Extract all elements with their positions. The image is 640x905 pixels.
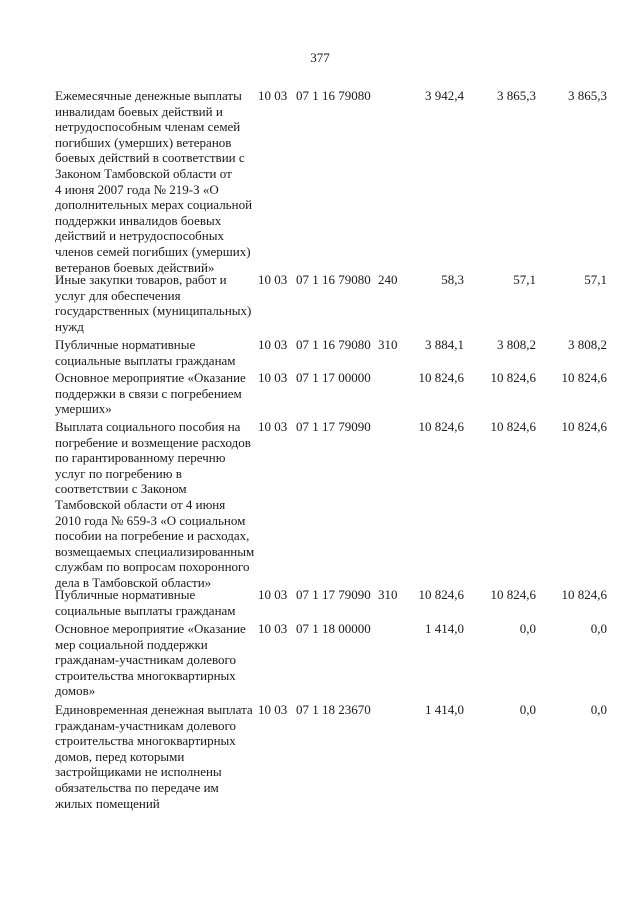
amount-year-3: 0,0	[590, 621, 607, 636]
section-code: 10 03	[258, 702, 288, 717]
target-article-code: 07 1 18 23670	[296, 702, 371, 717]
target-article-code: 07 1 17 00000	[296, 370, 371, 385]
target-article-code: 07 1 18 00000	[296, 621, 371, 636]
amount-year-2: 3 808,2	[497, 337, 536, 352]
amount-year-2: 10 824,6	[490, 419, 536, 434]
target-article-code: 07 1 17 79090	[296, 587, 371, 602]
amount-year-2: 0,0	[519, 702, 536, 717]
amount-year-2: 57,1	[513, 272, 536, 287]
expense-type-code: 310	[378, 587, 398, 602]
row-description: Иные закупки товаров, работ и услуг для обеспечения государственных (муниципальных) нужд	[55, 272, 252, 334]
amount-year-1: 10 824,6	[418, 587, 464, 602]
section-code: 10 03	[258, 337, 288, 352]
target-article-code: 07 1 16 79080	[296, 337, 371, 352]
row-description: Единовременная денежная выплата гражданам-участникам долевого строительства многоквартирных домов, перед которыми застройщиками не исполнены обязательства по передаче им жилых помещений	[55, 702, 253, 811]
amount-year-1: 58,3	[441, 272, 464, 287]
row-description: Ежемесячные денежные выплаты инвалидам боевых действий и нетрудоспособным членам семей погибших (умерших) ветеранов боевых действий в соответствии с Законом Тамбовской области от 4 июня 2007 года № 219-З «О дополнительных мерах социальной поддержки инвалидов боевых действий и нетрудоспособных членов семей погибших (умерших) ветеранов боевых действий»	[55, 88, 253, 275]
amount-year-3: 10 824,6	[561, 370, 607, 385]
amount-year-2: 0,0	[519, 621, 536, 636]
row-description: Публичные нормативные социальные выплаты гражданам	[55, 587, 236, 618]
amount-year-2: 10 824,6	[490, 587, 536, 602]
section-code: 10 03	[258, 621, 288, 636]
target-article-code: 07 1 16 79080	[296, 88, 371, 103]
amount-year-1: 10 824,6	[418, 370, 464, 385]
amount-year-3: 0,0	[590, 702, 607, 717]
row-description: Выплата социального пособия на погребение и возмещение расходов по гарантированному перечню услуг по погребению в соответствии с Законом Тамбовской области от 4 июня 2010 года № 659-З «О социальном пособии на погребение и расходах, возмещаемых специализированным службам по вопросам похоронного дела в Тамбовской области»	[55, 419, 255, 590]
amount-year-3: 57,1	[584, 272, 607, 287]
row-description: Основное мероприятие «Оказание мер социальной поддержки гражданам-участникам долевого строительства многоквартирных домов»	[55, 621, 246, 699]
amount-year-1: 3 884,1	[425, 337, 464, 352]
amount-year-1: 3 942,4	[425, 88, 464, 103]
target-article-code: 07 1 16 79080	[296, 272, 371, 287]
amount-year-3: 10 824,6	[561, 587, 607, 602]
amount-year-1: 1 414,0	[425, 702, 464, 717]
amount-year-2: 3 865,3	[497, 88, 536, 103]
section-code: 10 03	[258, 272, 288, 287]
section-code: 10 03	[258, 88, 288, 103]
section-code: 10 03	[258, 587, 288, 602]
target-article-code: 07 1 17 79090	[296, 419, 371, 434]
row-description: Публичные нормативные социальные выплаты гражданам	[55, 337, 236, 368]
amount-year-3: 3 808,2	[568, 337, 607, 352]
section-code: 10 03	[258, 419, 288, 434]
amount-year-3: 3 865,3	[568, 88, 607, 103]
page-number: 377	[310, 50, 330, 65]
amount-year-1: 10 824,6	[418, 419, 464, 434]
section-code: 10 03	[258, 370, 288, 385]
expense-type-code: 240	[378, 272, 398, 287]
expense-type-code: 310	[378, 337, 398, 352]
amount-year-3: 10 824,6	[561, 419, 607, 434]
amount-year-2: 10 824,6	[490, 370, 536, 385]
amount-year-1: 1 414,0	[425, 621, 464, 636]
row-description: Основное мероприятие «Оказание поддержки в связи с погребением умерших»	[55, 370, 246, 417]
